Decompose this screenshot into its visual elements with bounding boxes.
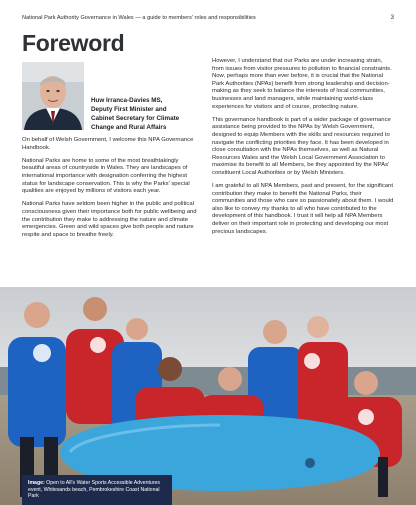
right-column bbox=[212, 58, 394, 242]
minister-portrait bbox=[22, 62, 84, 130]
photo-caption bbox=[22, 475, 172, 505]
photo-image bbox=[0, 287, 416, 505]
running-title: National Park Authority Governance in Wales — a guide to members' roles and responsibilities bbox=[22, 15, 256, 21]
signatory-line: Cabinet Secretary for Climate bbox=[91, 115, 180, 122]
signatory-line: Huw Irranca-Davies MS, bbox=[91, 97, 163, 104]
page-number: 3 bbox=[390, 15, 394, 21]
paragraph: This governance handbook is part of a wider package of governance assistance being provided to the NPAs by Welsh Government, designed to equip Members with the skills and resources required to navigate the conflicting priorities they face. It has been developed in close consultation with the NPAs themselves, as well as Natural Resources Wales and the Welsh Local Government Association to maximise its benefit to all Members, be they appointed by the NPAs' constituent Local Authorities or by Welsh Ministers. bbox=[212, 116, 391, 176]
paragraph: National Parks have seldom been higher in the public and political consciousness given their importance both for public wellbeing and the contribution they make to addressing the nature and climate emergencies. Green and wild spaces give both people and nature respite and space to breathe freely. bbox=[22, 201, 197, 238]
caption-text: Open to All's Water Sports Accessible Adventures event, Whitesands beach, Pembrokeshire Coast National Park bbox=[28, 480, 160, 499]
running-header bbox=[22, 15, 394, 21]
signatory-line: Change and Rural Affairs bbox=[91, 124, 167, 131]
left-column bbox=[22, 137, 202, 245]
paragraph: National Parks are home to some of the most breathtakingly beautiful areas of countryside in Wales. They are landscapes of international importance with designation conferring the highest status for landscape conservation. This is why the Parks' special qualities are enjoyed by millions of visitors each year. bbox=[22, 157, 190, 195]
signatory-line: Deputy First Minister and bbox=[91, 106, 167, 113]
signatory-block bbox=[91, 96, 206, 132]
page-title: Foreword bbox=[22, 30, 125, 56]
paragraph: However, I understand that our Parks are under increasing strain, from issues from visitor pressures to pollution to financial constraints. Now, perhaps more than ever before, it is crucial that the National Park Authorities (NPAs) benefit from strong leadership and decision-making as they seek to balance the interests of local communities, businesses and land managers, while maintaining world-class experiences for visitors and of course, protecting nature. bbox=[212, 58, 392, 110]
beach-group-photo bbox=[0, 287, 416, 505]
portrait-image bbox=[22, 62, 84, 130]
paragraph: On behalf of Welsh Government, I welcome this NPA Governance Handbook. bbox=[22, 137, 194, 151]
paragraph: I am grateful to all NPA Members, past and present, for the significant contribution they make to benefit the National Parks, their communities and those who care so passionately about them. I would also like to convey my thanks to all who have contributed to the development of this handbook. I trust it will help all NPA Members deliver on their important role in protecting and developing our most precious landscapes. bbox=[212, 183, 394, 235]
caption-label: Image: bbox=[28, 480, 45, 486]
